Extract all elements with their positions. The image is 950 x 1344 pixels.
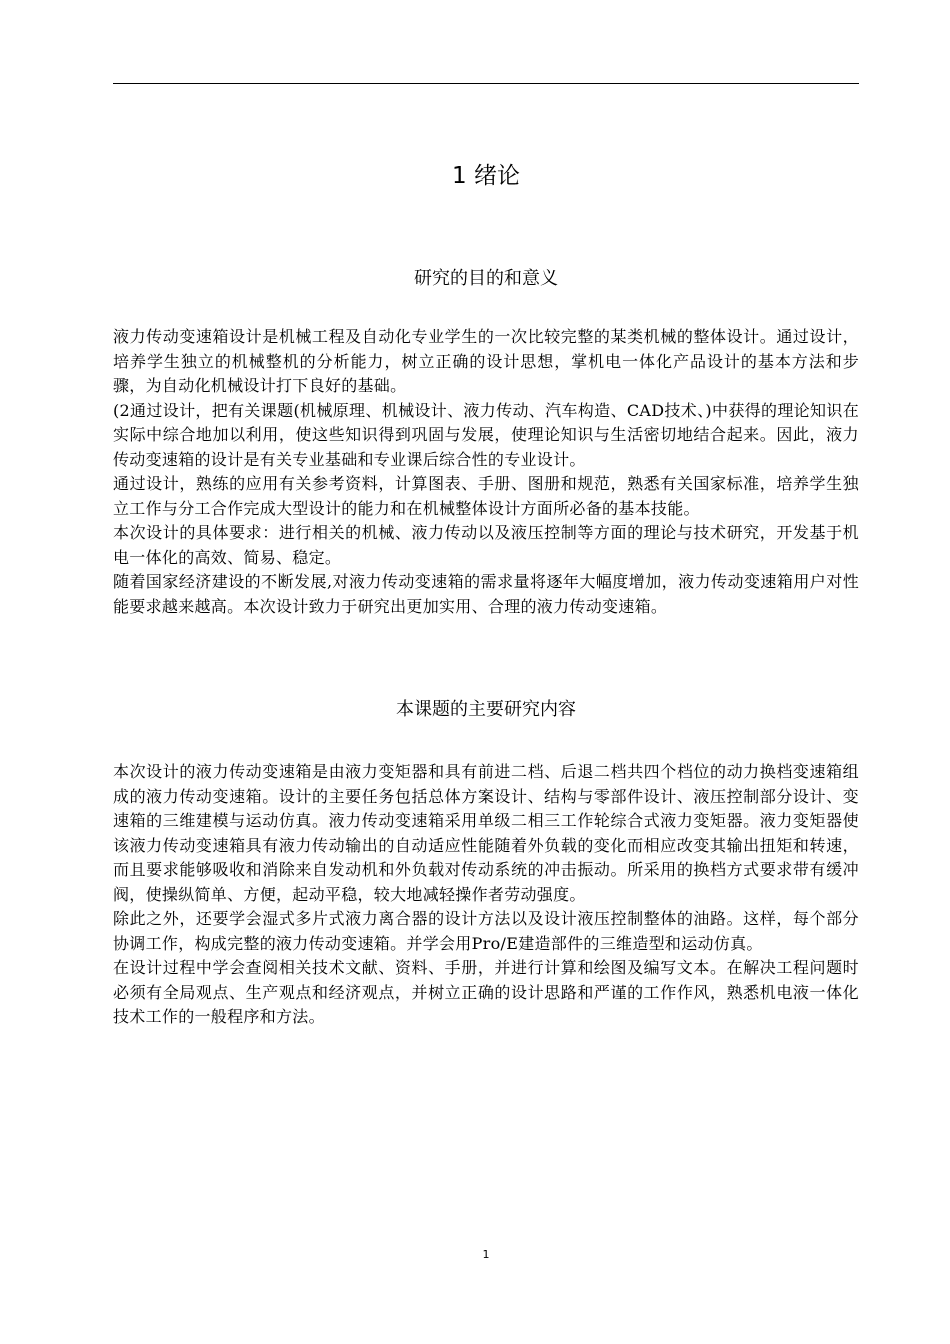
paragraph: (2通过设计，把有关课题(机械原理、机械设计、液力传动、汽车构造、CAD技术、)中获得的理论知识在实际中综合地加以利用，使这些知识得到巩固与发展，使理论知识与生活密切地结合起来。因此，液力传动变速箱的设计是有关专业基础和专业课后综合性的专业设计。: [113, 400, 859, 469]
paragraph: 除此之外，还要学会湿式多片式液力离合器的设计方法以及设计液压控制整体的油路。这样，每个部分协调工作，构成完整的液力传动变速箱。并学会用Pro/E建造部件的三维造型和运动仿真。: [113, 909, 859, 953]
paragraph: 本次设计的具体要求：进行相关的机械、液力传动以及液压控制等方面的理论与技术研究，开发基于机电一体化的高效、简易、稳定。: [113, 523, 859, 567]
section-heading-purpose: 研究的目的和意义: [414, 268, 558, 289]
paragraph: 本次设计的液力传动变速箱是由液力变矩器和具有前进二档、后退二档共四个档位的动力换档变速箱组成的液力传动变速箱。设计的主要任务包括总体方案设计、结构与零部件设计、液压控制部分设计、变速箱的三维建模与运动仿真。液力传动变速箱采用单级二相三工作轮综合式液力变矩器。液力变矩器使该液力传动变速箱具有液力传动输出的自动适应性能随着外负载的变化而相应改变其输出扭矩和转速，而且要求能够吸收和消除来自发动机和外负载对传动系统的冲击振动。所采用的换档方式要求带有缓冲阀，使操纵简单、方便，起动平稳，较大地减轻操作者劳动强度。: [113, 762, 859, 904]
paragraph: 通过设计，熟练的应用有关参考资料，计算图表、手册、图册和规范，熟悉有关国家标准，培养学生独立工作与分工合作完成大型设计的能力和在机械整体设计方面所必备的基本技能。: [113, 474, 859, 518]
section-body-research-content: [113, 760, 859, 1030]
section-body-purpose: [113, 325, 859, 619]
section-heading-research-content: 本课题的主要研究内容: [396, 699, 576, 720]
paragraph: 液力传动变速箱设计是机械工程及自动化专业学生的一次比较完整的某类机械的整体设计。通过设计，培养学生独立的机械整机的分析能力，树立正确的设计思想，掌机电一体化产品设计的基本方法和步骤，为自动化机械设计打下良好的基础。: [113, 327, 859, 395]
page-number: 1: [482, 1248, 490, 1261]
header-rule: [113, 83, 859, 84]
paragraph: 在设计过程中学会查阅相关技术文献、资料、手册，并进行计算和绘图及编写文本。在解决工程问题时必须有全局观点、生产观点和经济观点，并树立正确的设计思路和严谨的工作作风，熟悉机电液一体化技术工作的一般程序和方法。: [113, 958, 859, 1026]
paragraph: 随着国家经济建设的不断发展,对液力传动变速箱的需求量将逐年大幅度增加，液力传动变速箱用户对性能要求越来越高。本次设计致力于研究出更加实用、合理的液力传动变速箱。: [113, 572, 859, 616]
chapter-title: 1 绪论: [452, 163, 520, 189]
